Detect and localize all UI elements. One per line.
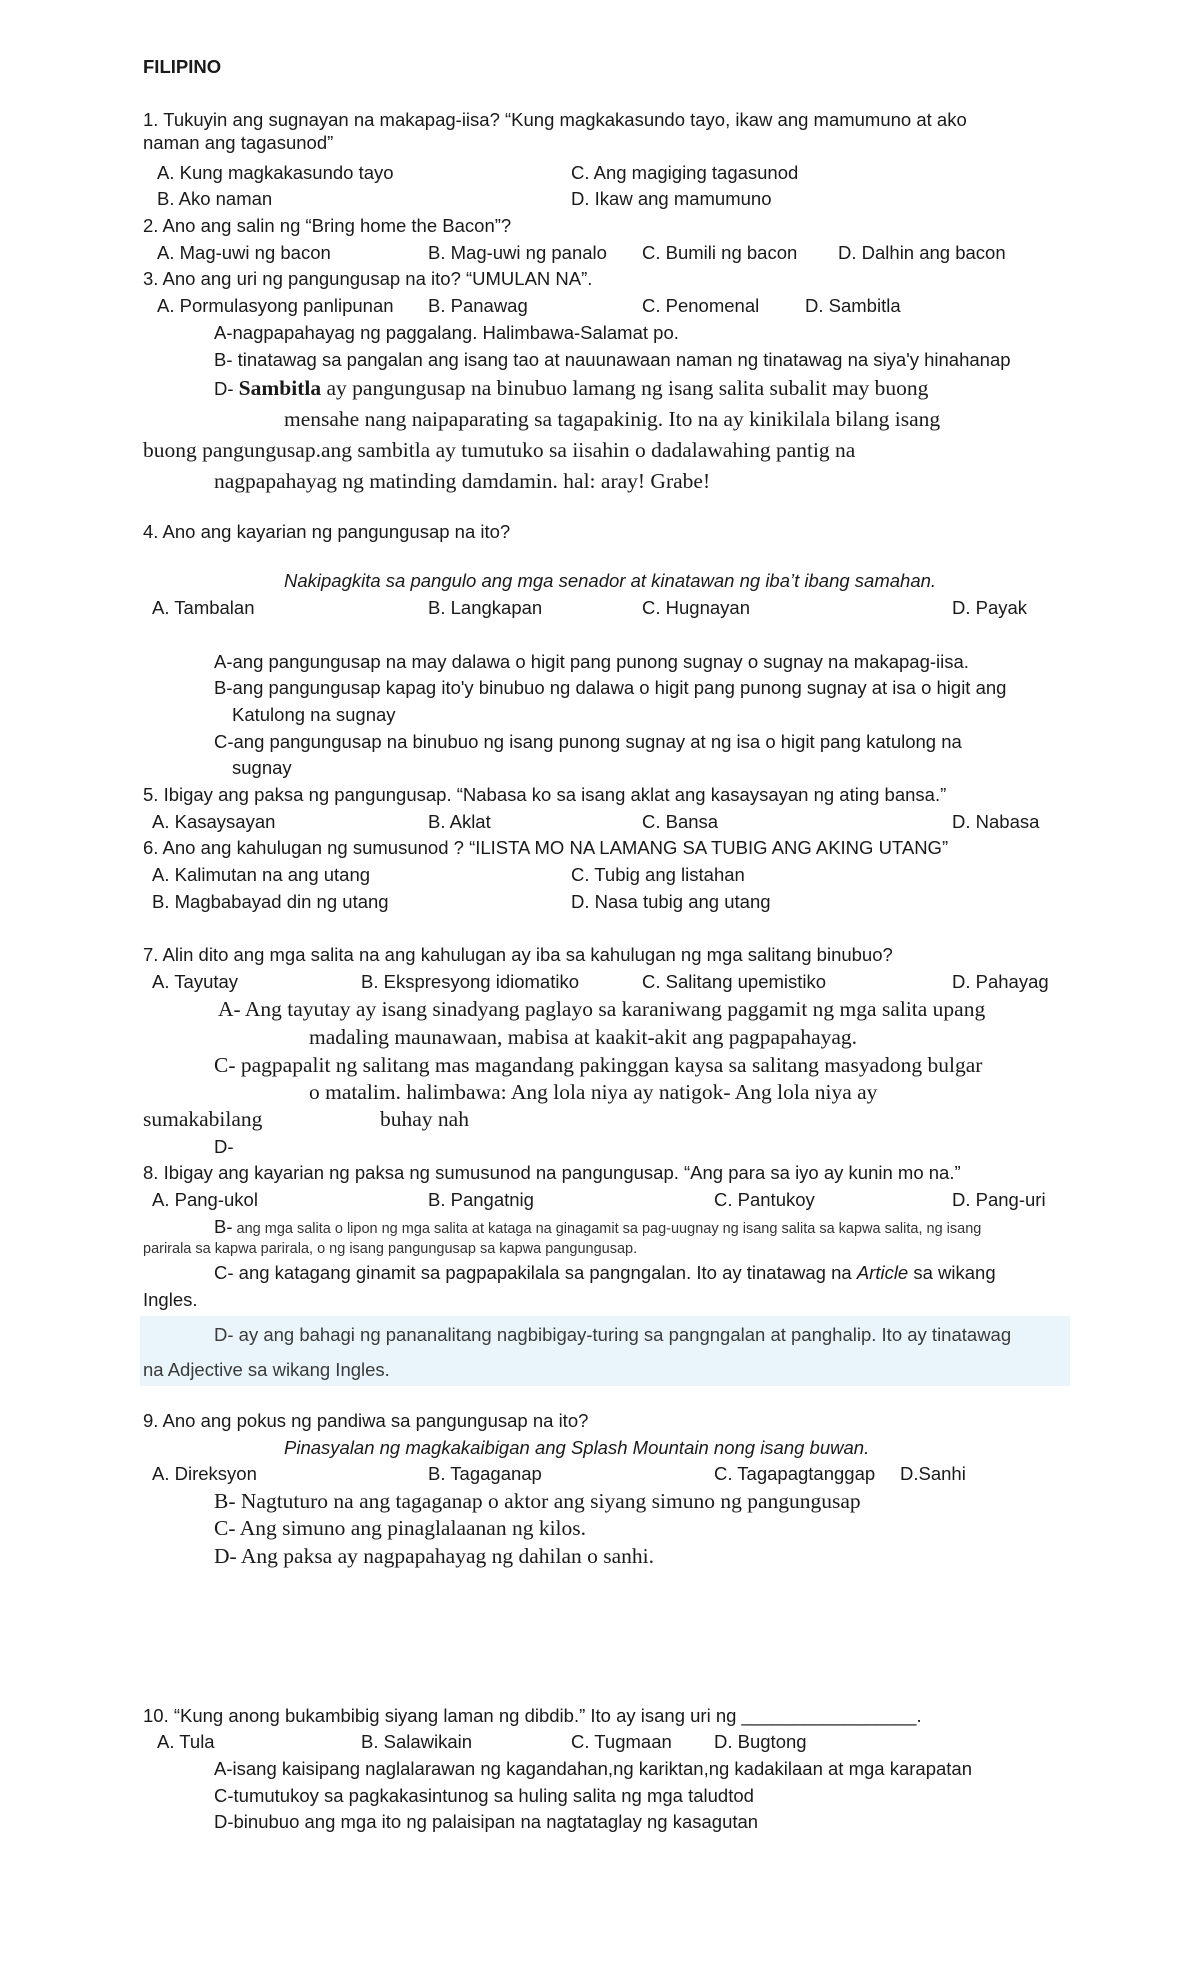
q7-explanation-d: D- — [214, 1136, 234, 1157]
q4-stem: 4. Ano ang kayarian ng pangungusap na ito? — [143, 521, 511, 542]
q1-choice-d: D. Ikaw ang mamumuno — [571, 188, 772, 209]
q2-choice-b: B. Mag-uwi ng panalo — [428, 242, 607, 263]
q8-explanation-c-text2: sa wikang — [908, 1262, 996, 1283]
q1-stem-line2: naman ang tagasunod” — [143, 132, 334, 153]
q1-choice-c: C. Ang magiging tagasunod — [571, 162, 799, 183]
q8-explanation-d-line2: na Adjective sa wikang Ingles. — [143, 1359, 390, 1380]
q4-sentence: Nakipagkita sa pangulo ang mga senador at kinatawan ng iba’t ibang samahan. — [284, 570, 937, 591]
q8-explanation-d-line1: D- ay ang bahagi ng pananalitang nagbibigay-turing sa pangngalan at panghalip. Ito ay tinatawag — [214, 1324, 1012, 1345]
q8-explanation-c-line2: Ingles. — [143, 1289, 198, 1310]
q9-explanation-b: B- Nagtuturo na ang tagaganap o aktor ang siyang simuno ng pangungusap — [214, 1489, 861, 1513]
q2-choice-a: A. Mag-uwi ng bacon — [157, 242, 331, 263]
q4-explanation-b-line1: B-ang pangungusap kapag ito'y binubuo ng dalawa o higit pang punong sugnay at isa o higit ang — [214, 677, 1007, 698]
q5-stem: 5. Ibigay ang paksa ng pangungusap. “Nabasa ko sa isang aklat ang kasaysayan ng ating bansa.” — [143, 784, 947, 805]
q9-explanation-c: C- Ang simuno ang pinaglalaanan ng kilos. — [214, 1516, 587, 1540]
q4-choice-d: D. Payak — [952, 597, 1028, 618]
q3-choice-c: C. Penomenal — [642, 295, 760, 316]
q2-choice-d: D. Dalhin ang bacon — [838, 242, 1006, 263]
q6-choice-c: C. Tubig ang listahan — [571, 864, 745, 885]
q9-choice-a: A. Direksyon — [152, 1463, 257, 1484]
q7-explanation-c-line2: o matalim. halimbawa: Ang lola niya ay natigok- Ang lola niya ay — [309, 1080, 878, 1104]
q3-choice-d: D. Sambitla — [805, 295, 901, 316]
q6-choice-b: B. Magbabayad din ng utang — [152, 891, 389, 912]
q10-choice-a: A. Tula — [157, 1731, 215, 1752]
q6-choice-a: A. Kalimutan na ang utang — [152, 864, 371, 885]
q3-explanation-d-term: Sambitla — [238, 376, 322, 400]
q1-stem-line1: 1. Tukuyin ang sugnayan na makapag-iisa? “Kung magkakasundo tayo, ikaw ang mamumuno at ako — [143, 109, 967, 130]
q8-explanation-b-line1 — [214, 1216, 981, 1238]
q8-stem: 8. Ibigay ang kayarian ng paksa ng sumusunod na pangungusap. “Ang para sa iyo ay kunin mo na.” — [143, 1162, 961, 1183]
q7-choice-a: A. Tayutay — [152, 971, 239, 992]
q4-choice-a: A. Tambalan — [152, 597, 255, 618]
q1-choice-a: A. Kung magkakasundo tayo — [157, 162, 394, 183]
q7-explanation-a-line1: A- Ang tayutay ay isang sinadyang paglayo sa karaniwang paggamit ng mga salita upang — [218, 997, 986, 1021]
q3-explanation-b: B- tinatawag sa pangalan ang isang tao at nauunawaan naman ng tinatawag na siya'y hinahanap — [214, 349, 1011, 370]
q8-choice-d: D. Pang-uri — [952, 1189, 1046, 1210]
q10-choice-d: D. Bugtong — [714, 1731, 807, 1752]
q3-choice-a: A. Pormulasyong panlipunan — [157, 295, 394, 316]
q8-explanation-c-text1: C- ang katagang ginamit sa pagpapakilala sa pangngalan. Ito ay tinatawag na — [214, 1262, 857, 1283]
q9-stem: 9. Ano ang pokus ng pandiwa sa pangungusap na ito? — [143, 1410, 589, 1431]
q7-choice-d: D. Pahayag — [952, 971, 1049, 992]
q8-explanation-b-line2: parirala sa kapwa parirala, o ng isang pangungusap sa kapwa pangungusap. — [143, 1241, 638, 1257]
q5-choice-a: A. Kasaysayan — [152, 811, 276, 832]
q10-choice-c: C. Tugmaan — [571, 1731, 672, 1752]
q9-choice-b: B. Tagaganap — [428, 1463, 542, 1484]
q9-choice-d: D.Sanhi — [900, 1463, 966, 1484]
q8-choice-c: C. Pantukoy — [714, 1189, 815, 1210]
q7-explanation-c-line1: C- pagpapalit ng salitang mas magandang pakinggan kaysa sa salitang masyadong bulgar — [214, 1053, 983, 1077]
q10-explanation-c: C-tumutukoy sa pagkakasintunog sa huling salita ng mga taludtod — [214, 1785, 754, 1806]
q7-stem: 7. Alin dito ang mga salita na ang kahulugan ay iba sa kahulugan ng mga salitang binubuo? — [143, 944, 893, 965]
q3-explanation-d-line4: nagpapahayag ng matinding damdamin. hal: aray! Grabe! — [214, 469, 711, 493]
q7-choice-b: B. Ekspresyong idiomatiko — [361, 971, 579, 992]
q9-sentence: Pinasyalan ng magkakaibigan ang Splash Mountain nong isang buwan. — [284, 1437, 870, 1458]
q3-explanation-d-line3: buong pangungusap.ang sambitla ay tumutuko sa iisahin o dadalawahing pantig na — [143, 438, 856, 462]
q3-explanation-d-text: ay pangungusap na binubuo lamang ng isang salita subalit may buong — [321, 376, 929, 400]
q8-explanation-c-term: Article — [856, 1262, 909, 1283]
q5-choice-b: B. Aklat — [428, 811, 491, 832]
q4-explanation-c-line1: C-ang pangungusap na binubuo ng isang punong sugnay at ng isa o higit pang katulong na — [214, 731, 962, 752]
q1-choice-b: B. Ako naman — [157, 188, 273, 209]
q8-choice-a: A. Pang-ukol — [152, 1189, 258, 1210]
page-title: FILIPINO — [143, 56, 222, 77]
q8-explanation-b-prefix: B- — [214, 1216, 233, 1237]
q3-stem: 3. Ano ang uri ng pangungusap na ito? “UMULAN NA”. — [143, 268, 593, 289]
q3-explanation-d-line2: mensahe nang naipaparating sa tagapakinig. Ito na ay kinikilala bilang isang — [284, 407, 941, 431]
q6-stem: 6. Ano ang kahulugan ng sumusunod ? “ILISTA MO NA LAMANG SA TUBIG ANG AKING UTANG” — [143, 837, 949, 858]
q10-stem: 10. “Kung anong bukambibig siyang laman ng dibdib.” Ito ay isang uri ng _________________. — [143, 1705, 922, 1726]
q7-explanation-c-line3a: sumakabilang — [143, 1107, 263, 1131]
q10-choice-b: B. Salawikain — [361, 1731, 473, 1752]
q4-explanation-c-line2: sugnay — [232, 757, 292, 778]
q4-explanation-b-line2: Katulong na sugnay — [232, 704, 396, 725]
q8-explanation-b-text: ang mga salita o lipon ng mga salita at kataga na ginagamit sa pag-uugnay ng isang salita sa kapwa salita, ng isang — [232, 1221, 982, 1237]
q3-explanation-d-line1 — [214, 375, 928, 401]
q5-choice-d: D. Nabasa — [952, 811, 1040, 832]
q3-explanation-a: A-nagpapahayag ng paggalang. Halimbawa-Salamat po. — [214, 322, 679, 343]
q3-explanation-d-prefix: D- — [214, 378, 239, 399]
q4-choice-b: B. Langkapan — [428, 597, 543, 618]
q10-explanation-d: D-binubuo ang mga ito ng palaisipan na nagtataglay ng kasagutan — [214, 1811, 759, 1832]
q8-explanation-c-line1 — [214, 1262, 996, 1284]
q8-choice-b: B. Pangatnig — [428, 1189, 534, 1210]
q2-stem: 2. Ano ang salin ng “Bring home the Bacon”? — [143, 215, 512, 236]
q4-explanation-a: A-ang pangungusap na may dalawa o higit pang punong sugnay o sugnay na makapag-iisa. — [214, 651, 969, 672]
q9-explanation-d: D- Ang paksa ay nagpapahayag ng dahilan o sanhi. — [214, 1544, 655, 1568]
q9-choice-c: C. Tagapagtanggap — [714, 1463, 876, 1484]
q2-choice-c: C. Bumili ng bacon — [642, 242, 798, 263]
q4-choice-c: C. Hugnayan — [642, 597, 750, 618]
q7-choice-c: C. Salitang upemistiko — [642, 971, 827, 992]
q7-explanation-a-line2: madaling maunawaan, mabisa at kaakit-akit ang pagpapahayag. — [309, 1025, 858, 1049]
q6-choice-d: D. Nasa tubig ang utang — [571, 891, 771, 912]
q3-choice-b: B. Panawag — [428, 295, 528, 316]
q10-explanation-a: A-isang kaisipang naglalarawan ng kagandahan,ng kariktan,ng kadakilaan at mga karapatan — [214, 1758, 972, 1779]
q7-explanation-c-line3b: buhay nah — [380, 1107, 469, 1131]
q5-choice-c: C. Bansa — [642, 811, 719, 832]
